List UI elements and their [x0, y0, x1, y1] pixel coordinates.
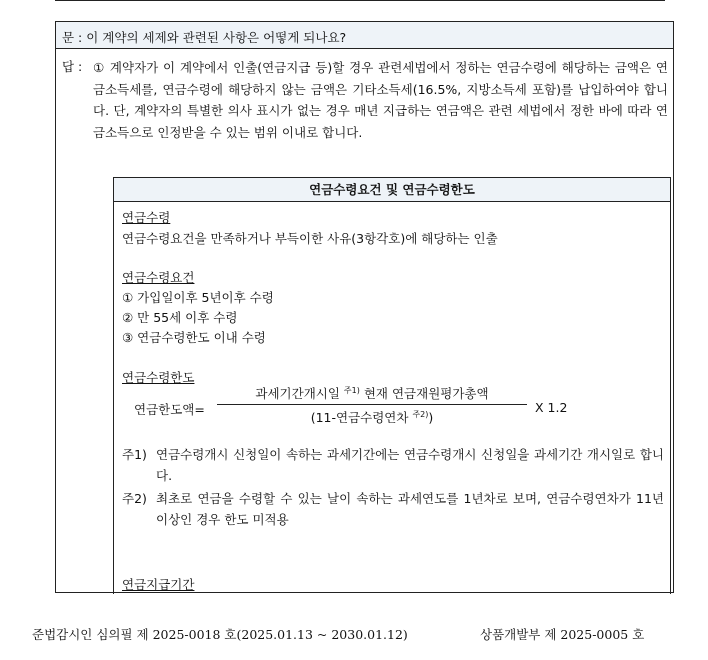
answer-marker: ①	[93, 60, 106, 75]
numerator-text: 과세기간개시일	[255, 386, 340, 401]
footnote-mark: 주2)	[122, 491, 147, 506]
answer-text: 계약자가 이 계약에서 인출(연금지급 등)할 경우 관련세법에서 정하는 연금수령에 해당하는 금액은 연금소득세를, 연금수령에 해당하지 않는 금액은 기타소득세(16.5%, 지방소득세 포함)를 납입하여야 합니다. 단, 계약자의 특별한 의사 표시가 없는 경우 매년 지급하는 연금액은 관련 세법에서 정한 바에 따라 연금소득으로 인정받을 수 있는 범위 이내로 합니다.	[93, 60, 668, 140]
formula-fraction	[217, 384, 527, 426]
footnote	[122, 444, 664, 486]
question-row	[56, 22, 673, 49]
footnote-mark: 주1)	[122, 447, 147, 462]
receipt-text: 연금수령요건을 만족하거나 부득이한 사유(3항각호)에 해당하는 인출	[122, 231, 498, 246]
formula-numerator	[217, 384, 527, 402]
question-prefix: 문 :	[62, 30, 83, 45]
note-ref-2: 주2)	[412, 410, 429, 419]
box-title: 연금수령요건 및 연금수령한도	[114, 178, 670, 202]
pension-limit-box	[113, 177, 671, 594]
footnote-text: 최초로 연금을 수령할 수 있는 날이 속하는 과세연도를 1년차로 보며, 연금수령연차가 11년 이상인 경우 한도 미적용	[156, 491, 664, 527]
requirement-item: ③ 연금수령한도 이내 수령	[122, 330, 266, 345]
denominator-close: )	[428, 410, 434, 425]
numerator-rest: 현재 연금재원평가총액	[363, 386, 489, 401]
section-title-limit: 연금수령한도	[122, 370, 195, 385]
compliance-approval-number: 준법감시인 심의필 제 2025-0018 호(2025.01.13 ~ 2030.01.12)	[32, 627, 408, 642]
section-title-receipt: 연금수령	[122, 210, 171, 225]
footnote-text: 연금수령개시 신청일이 속하는 과세기간에는 연금수령개시 신청일을 과세기간 개시일로 합니다.	[156, 447, 664, 483]
requirement-item: ① 가입일이후 5년이후 수령	[122, 290, 274, 305]
fraction-bar	[217, 404, 527, 405]
formula-lhs: 연금한도액=	[134, 402, 205, 417]
section-title-requirements: 연금수령요건	[122, 270, 195, 285]
answer-body	[93, 57, 668, 143]
footnote	[122, 488, 664, 530]
requirement-item: ② 만 55세 이후 수령	[122, 310, 238, 325]
question-text: 이 계약의 세제와 관련된 사항은 어떻게 되나요?	[86, 30, 347, 45]
section-title-payout: 연금지급기간	[122, 577, 195, 592]
note-ref-1: 주1)	[343, 386, 360, 395]
answer-paragraph	[93, 57, 668, 143]
formula-multiplier: X 1.2	[535, 400, 568, 415]
denominator-text: (11-연금수령연차	[310, 410, 409, 425]
qa-table	[55, 21, 674, 593]
product-department-number: 상품개발부 제 2025-0005 호	[480, 627, 645, 642]
top-rule	[55, 0, 665, 1]
question	[62, 28, 346, 46]
answer-prefix: 답 :	[62, 59, 83, 74]
formula-denominator	[217, 408, 527, 426]
